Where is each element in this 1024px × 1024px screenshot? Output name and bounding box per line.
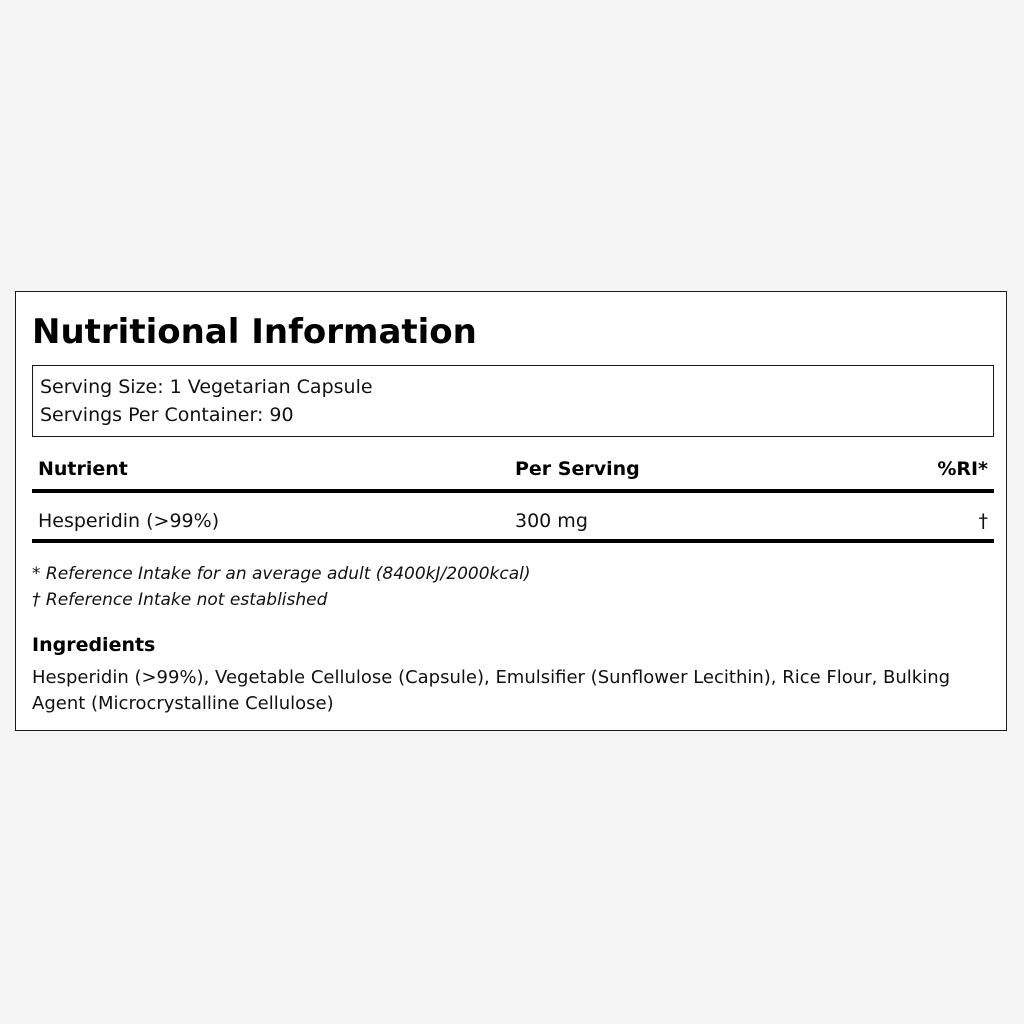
serving-size: Serving Size: 1 Vegetarian Capsule [40,376,373,398]
row-ri: † [978,510,988,532]
servings-per-container: Servings Per Container: 90 [40,404,294,426]
table-header-divider [32,489,994,493]
header-per-serving: Per Serving [515,458,640,480]
nutrition-label-panel [15,291,1007,731]
ingredients-list: Hesperidin (>99%), Vegetable Cellulose (Capsule), Emulsifier (Sunflower Lecithin), Rice Flour, Bulking Agent (Microcrystalline Cellulose) [32,667,951,714]
header-ri: %RI* [937,458,988,480]
footnote-reference-intake: * Reference Intake for an average adult (8400kJ/2000kcal) [32,564,531,584]
table-bottom-divider [32,539,994,543]
row-nutrient: Hesperidin (>99%) [38,510,220,532]
header-nutrient: Nutrient [38,458,128,480]
label-title: Nutritional Information [32,312,477,352]
ingredients-heading: Ingredients [32,634,156,656]
row-per-serving: 300 mg [515,510,588,532]
table-row [32,506,994,536]
serving-info-box [32,365,994,437]
table-header-row [32,454,994,484]
footnote-not-established: † Reference Intake not established [32,590,328,610]
